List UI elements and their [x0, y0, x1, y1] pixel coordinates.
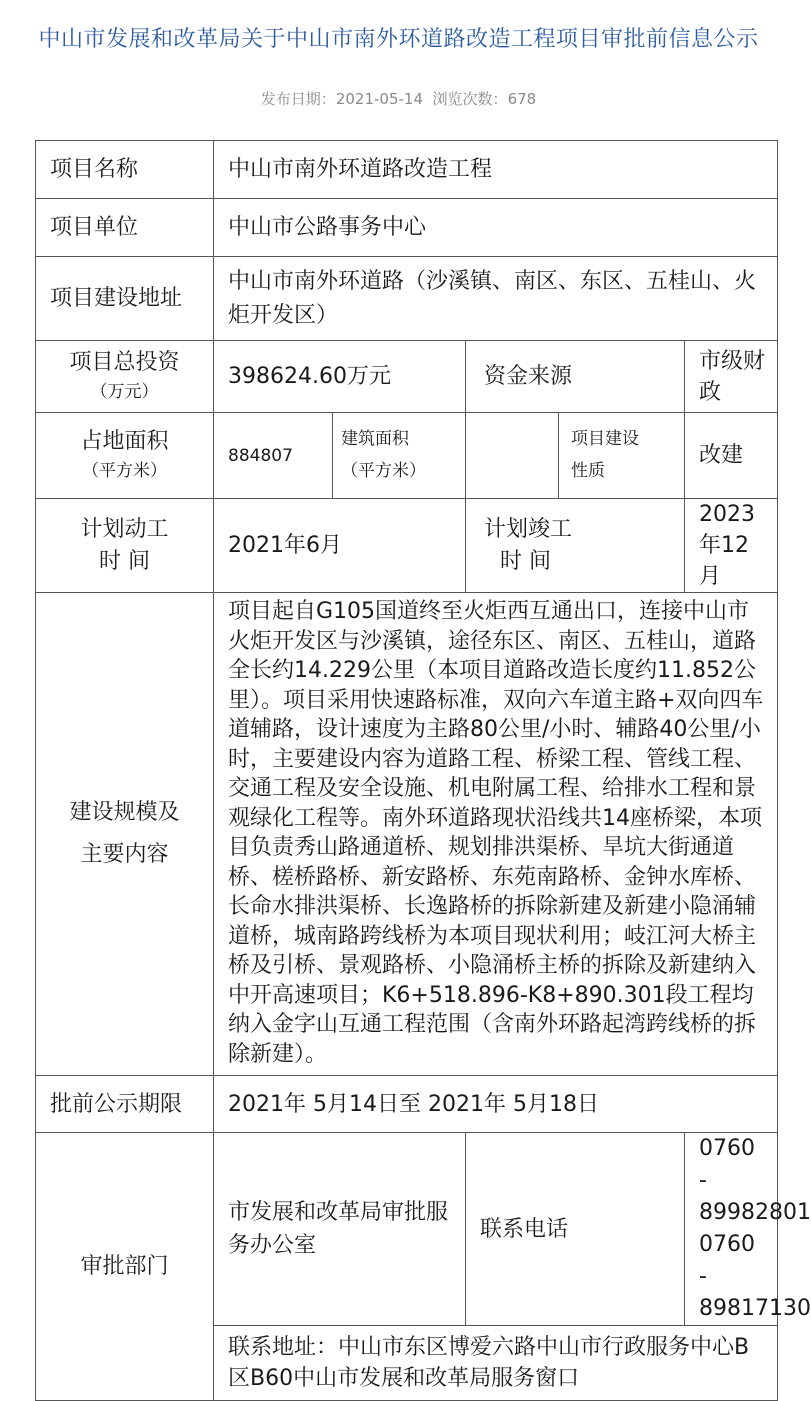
phone-2-prefix: 0760 -: [699, 1232, 755, 1289]
building-area-label-cell: [333, 413, 466, 499]
investment-label: 项目总投资: [69, 350, 180, 375]
table-row: [36, 413, 778, 499]
address-label: 项目建设地址: [36, 257, 214, 341]
phone-label: 联系电话: [466, 1133, 685, 1326]
start-label-cell: [36, 499, 214, 593]
end-label-line1: 计划竣工: [484, 516, 573, 542]
investment-label-cell: [36, 341, 214, 413]
contact-address: 联系地址：中山市东区博爱六路中山市行政服务中心B区B60中山市发展和改革局服务窗口: [214, 1326, 778, 1401]
building-area-unit: （平方米）: [341, 461, 426, 481]
dept-value: 市发展和改革局审批服务办公室: [214, 1133, 466, 1326]
table-row: [36, 499, 778, 593]
nature-label-line2: 性质: [571, 461, 605, 481]
building-area-label: 建筑面积: [341, 429, 409, 449]
period-value: 2021年 5月14日至 2021年 5月18日: [214, 1076, 778, 1133]
table-row: [36, 1076, 778, 1133]
phone-2-number: 89817130: [699, 1296, 811, 1321]
view-count: 678: [507, 90, 537, 108]
start-label-line2: 时 间: [99, 548, 150, 574]
phone-values: [685, 1133, 811, 1326]
fund-source-value: 市级财政: [685, 341, 778, 413]
content-value: 项目起自G105国道终至火炬西互通出口，连接中山市火炬开发区与沙溪镇，途径东区、南区、五桂山，道路全长约14.229公里（本项目道路改造长度约11.852公里）。项目采用快速路标准，双向六车道主路+双向四车道辅路，设计速度为主路80公里/小时、辅路40公里/小时，主要建设内容为道路工程、桥梁工程、管线工程、交通工程及安全设施、机电附属工程、给排水工程和景观绿化工程等。南外环道路现状沿线共14座桥梁，本项目负责秀山路通道桥、规划排洪渠桥、旱坑大街通道桥、槎桥路桥、新安路桥、东苑南路桥、金钟水库桥、长命水排洪渠桥、长逸路桥的拆除新建及新建小隐涌辅道桥，城南路跨线桥为本项目现状利用；岐江河大桥主桥及引桥、景观路桥、小隐涌桥主桥的拆除及新建纳入中开高速项目；K6+518.896-K8+890.301段工程均纳入金字山互通工程范围（含南外环路起湾跨线桥的拆除新建）。: [214, 593, 778, 1076]
view-count-label: 浏览次数：: [432, 90, 508, 108]
page-title: 中山市发展和改革局关于中山市南外环道路改造工程项目审批前信息公示: [38, 27, 759, 52]
content-label-line1: 建设规模及: [69, 800, 180, 825]
start-label-line1: 计划动工: [80, 516, 169, 542]
end-label-line2: 时 间: [500, 548, 551, 574]
investment-value: 398624.60万元: [214, 341, 466, 413]
project-name-label: 项目名称: [36, 141, 214, 199]
table-row: [36, 257, 778, 341]
fund-source-label: 资金来源: [466, 341, 685, 413]
land-area-label: 占地面积: [80, 429, 169, 454]
nature-label-cell: [559, 413, 685, 499]
info-table: [35, 140, 811, 1401]
investment-unit: （万元）: [90, 382, 159, 402]
land-area-label-cell: [36, 413, 214, 499]
land-area-value: 884807: [214, 413, 333, 499]
end-label-cell: [466, 499, 685, 593]
unit-value: 中山市公路事务中心: [214, 199, 778, 257]
unit-label: 项目单位: [36, 199, 214, 257]
address-value: 中山市南外环道路（沙溪镇、南区、东区、五桂山、火炬开发区）: [214, 257, 778, 341]
table-row: [36, 341, 778, 413]
period-label: 批前公示期限: [36, 1076, 214, 1133]
phone-1-number: 89982801: [699, 1200, 811, 1225]
publish-date-label: 发布日期：: [260, 90, 336, 108]
building-area-value: [466, 413, 559, 499]
publish-meta: [0, 88, 797, 109]
start-value: 2021年6月: [214, 499, 466, 593]
nature-label-line1: 项目建设: [571, 429, 639, 449]
end-value: 2023年12月: [685, 499, 778, 593]
dept-label: 审批部门: [36, 1133, 214, 1401]
content-label-cell: [36, 593, 214, 1076]
table-row: [36, 199, 778, 257]
table-row: [36, 1133, 778, 1326]
nature-value: 改建: [685, 413, 778, 499]
publish-date: 2021-05-14: [335, 90, 423, 108]
project-name: 中山市南外环道路改造工程: [214, 141, 778, 199]
table-row: [36, 593, 778, 1076]
land-area-unit: （平方米）: [82, 461, 167, 481]
phone-1-prefix: 0760 -: [699, 1136, 755, 1193]
table-row: [36, 141, 778, 199]
content-label-line2: 主要内容: [80, 842, 169, 867]
